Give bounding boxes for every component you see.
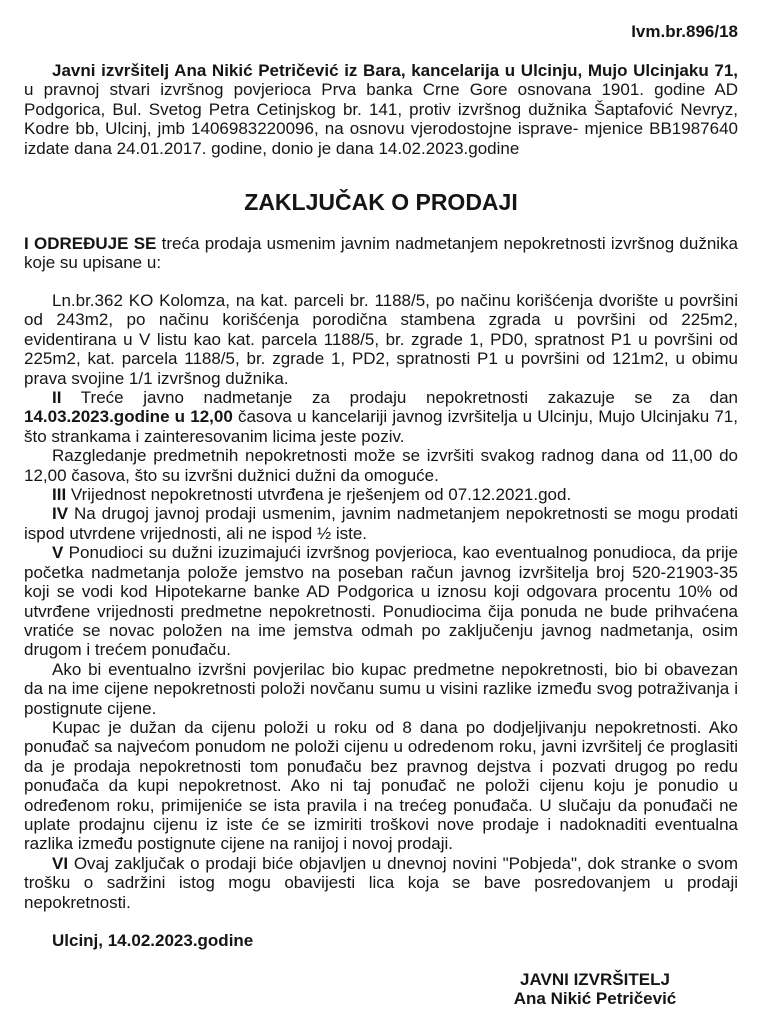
- auction-date-time: 14.03.2023.godine u 12,00: [24, 407, 233, 427]
- main-body: [24, 291, 738, 912]
- section-i-block: [24, 234, 738, 273]
- section-vi-text: Ovaj zaključak o prodaji biće objavljen u dnevnoj novini "Pobjeda", dok stranke o svom trošku o sadržini istog mogu obavijesti lica koja se bave posredovanjem u prodaji nepokretnosti.: [24, 853, 738, 912]
- viewing-text: Razgledanje predmetnih nepokretnosti može se izvršiti svakog radnog dana od 11,00 do 12,00 časova, što su izvršni dužnici dužni da omoguće.: [24, 446, 738, 485]
- intro-lead: Javni izvršitelj Ana Nikić Petričević iz Bara, kancelarija u Ulcinju, Mujo Ulcinjaku 71,: [52, 61, 738, 80]
- section-iv-paragraph: [24, 504, 738, 543]
- creditor-buyer-text: Ako bi eventualno izvršni povjerilac bio kupac predmetne nepokretnosti, bio bi obavezan da na ime cijene nepokretnosti položi novčanu sumu u visini razlike između svog potraživanja i postignute cijene.: [24, 659, 738, 718]
- intro-text: u pravnoj stvari izvršnog povjerioca Prva banka Crne Gore osnovana 1901. godine AD Podgorica, Bul. Svetog Petra Cetinjskog br. 141, protiv izvršnog dužnika Šaptafović Nevryz, Kodre bb, Ulcinj, jmb 1406983220096, na osnovu vjerodostojne isprave- mjenice BB1987640 izdate dana 24.01.2017. godine, donio je dana 14.02.2023.godine: [24, 80, 738, 158]
- section-i-label: I ODREĐUJE SE: [24, 234, 157, 253]
- section-ii-text-before: Treće javno nadmetanje za prodaju nepokretnosti zakazuje se za dan: [80, 388, 738, 408]
- case-reference: Ivm.br.896/18: [631, 22, 738, 41]
- section-iv-label: IV: [52, 504, 69, 524]
- section-iii-paragraph: [24, 485, 738, 504]
- document-title: ZAKLJUČAK O PRODAJI: [244, 189, 518, 215]
- property-text: Ln.br.362 KO Kolomza, na kat. parceli br. 1188/5, po načinu korišćenja dvorište u površini od 243m2, po načinu korišćenja porodična stambena zgrada u površini od 225m2, evidentirana u V listu kao kat. parcela 1188/5, br. zgrade 1, PD0, spratnost P1 u površini od 225m2, kat. parcela 1188/5, br. zgrade 1, PD2, spratnosti P1 u površini od 121m2, u obimu prava svojine 1/1 izvršnog dužnika.: [24, 291, 738, 388]
- section-v-paragraph: [24, 543, 738, 659]
- section-v-text: Ponudioci su dužni izuzimajući izvršnog povjerioca, kao eventualnog ponudioca, da prije početka nadmetanja polože jemstvo na poseban račun javnog izvršitelja broj 520-21903-35 koji se vodi kod Hipotekarne banke AD Podgorica u iznosu koji odgovara procentu 10% od utvrđene vrijednosti predmetne nepokretnosti. Ponudiocima čija ponuda ne bude prihvaćena vratiće se novac položen na ime jemstva odmah po zaključenju javnog nadmetanja, osim drugom i trećem ponuđaču.: [24, 543, 738, 660]
- property-paragraph: [24, 291, 738, 388]
- section-v-label: V: [52, 543, 64, 563]
- section-vi-paragraph: [24, 854, 738, 912]
- section-ii-text-after: časova u kancelariji javnog izvršitelja u Ulcinju, Mujo Ulcinjaku 71, što strankama i zainteresovanim licima jeste poziv.: [24, 407, 738, 446]
- signature-block: [440, 970, 750, 1009]
- viewing-paragraph: [24, 446, 738, 485]
- place-and-date: Ulcinj, 14.02.2023.godine: [52, 931, 254, 950]
- section-ii-label: II: [52, 388, 62, 408]
- section-vi-label: VI: [52, 853, 69, 873]
- payment-text: Kupac je dužan da cijenu položi u roku od 8 dana po dodjeljivanju nepokretnosti. Ako ponuđač sa najvećom ponudom ne položi cijenu u odredenom roku, javni izvršitelj će proglasiti da je prodaja nepokretnosti tom ponuđaču bez pravnog dejstva i pozvati drugog po redu ponuđača da kupi nepokretnost. Ako ni taj ponuđač ne položi cijenu koju je ponudio u određenom roku, primijeniće se ista pravila i na trećeg ponuđača. U slučaju da ponuđači ne uplate prodajnu cijenu iz iste će se izmiriti troškovi nove prodaje i nadoknaditi eventualna razlika između postignute cijene na ranijoj i novoj prodaji.: [24, 717, 738, 854]
- signature-name: Ana Nikić Petričević: [513, 989, 677, 1009]
- payment-paragraph: [24, 718, 738, 854]
- section-iii-text: Vrijednost nepokretnosti utvrđena je rješenjem od 07.12.2021.god.: [70, 485, 572, 505]
- intro-paragraph: [24, 61, 738, 158]
- section-i-paragraph: [24, 234, 738, 273]
- section-iv-text: Na drugoj javnoj prodaji usmenim, javnim nadmetanjem nepokretnosti se mogu prodati ispod utvrdene vrijednosti, ali ne ispod ½ iste.: [24, 504, 738, 543]
- section-iii-label: III: [52, 485, 67, 505]
- section-i-text: treća prodaja usmenim javnim nadmetanjem nepokretnosti izvršnog dužnika koje su upisane u:: [24, 234, 739, 273]
- signature-title: JAVNI IZVRŠITELJ: [520, 970, 670, 989]
- intro-block: [24, 61, 738, 158]
- creditor-buyer-paragraph: [24, 660, 738, 718]
- section-ii-paragraph: [24, 388, 738, 446]
